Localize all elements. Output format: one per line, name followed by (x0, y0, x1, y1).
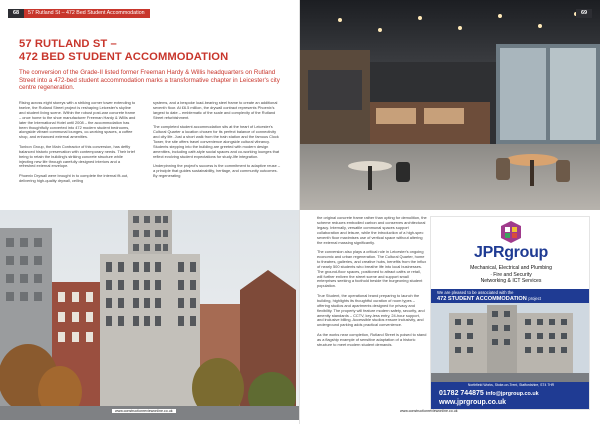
paragraph: systems, and a bespoke load-bearing steel frame to create an additional seventh floor. At £6.5 million, the drywall contract represents Phoenix's largest to date – emblematic of the scale and complexity of the Rutland Street refurbishment. (153, 100, 278, 120)
page-number-right: 69 (576, 9, 592, 18)
ad-banner-suffix: project (528, 295, 541, 301)
ad-banner (431, 289, 590, 303)
jpr-group-advert[interactable] (430, 216, 590, 410)
paragraph: the original concrete frame rather than opting for demolition, the scheme reduces embodied carbon and conserves architectural legacy. Internally, versatile communal spaces support collaboration and leisure, while the introduction of a high-spec seventh floor maximises use of vertical space without altering the external massing significantly. (317, 215, 427, 245)
paragraph: Underpinning the project's success is the commitment to adaptive reuse – a principle that guides sustainability, heritage, and community outcomes. By regenerating (153, 163, 281, 178)
interior-lounge-image (300, 0, 600, 210)
ad-brand-name: JPRgroup (473, 244, 549, 261)
ad-website[interactable]: www.jprgroup.co.uk (439, 399, 507, 406)
ad-address: Northfield Works, Stoke-on-Trent, Staffordshire, ST4 7HR (467, 383, 555, 387)
ad-phone-number[interactable]: 01782 744875 (439, 390, 484, 397)
ad-services (431, 265, 590, 285)
paragraph: The completed student accommodation sits at the heart of Leicester's Cultural Quarter a location chosen for its perfect balance of connectivity and city life. Just a short walk from the train station and the famous Clock Tower, the site offers travel convenience alongside cultural vibrancy. Students stepping into the building are greeted with modern design amenities, including café-style social spaces and co-working lounges that reflect evolving student expectations for study-life integration. (153, 124, 280, 159)
article-title-line2: 472 BED STUDENT ACCOMMODATION (19, 50, 229, 63)
standfirst: The conversion of the Grade-II listed former Freeman Hardy & Willis headquarters on Rutland Street into a 472-bed student accommodation marks a transformative chapter in Leicester's city centre regeneration. (19, 69, 280, 92)
ad-service-network: Networking & ICT Services (480, 278, 542, 285)
ad-service-fire: · Fire and Security (490, 271, 532, 278)
paragraph: Tonbon Group, the Main Contractor of this conversion, has deftly balanced historic preservation with contemporary needs. Their brief being to retain the building's striking concrete structure while injecting new life through carefully designed interiors and a refreshed external envelope. (19, 143, 135, 169)
paragraph: True Student, the operational brand preparing to launch the building, highlights its thoughtful curation of room types – offering studios and apartments designed for privacy and flexibility. The property will feature modern safety, security, and amenity standards – CCTV, key-less entry, 24-hour support, and inclusive billing. Accessible studios ensure inclusivity, and underground parking adds practical convenience. (317, 292, 425, 328)
ad-phone[interactable] (439, 390, 539, 397)
running-header: 57 Rutland St – 472 Bed Student Accommodation (24, 9, 150, 18)
page-number-left: 68 (8, 9, 24, 18)
ad-banner-line1: We are pleased to be associated with the (437, 290, 514, 295)
ad-contact-footer (431, 382, 590, 410)
website-footer-right[interactable]: www.constructionreviewonline.co.uk (400, 409, 458, 413)
website-footer-left[interactable]: www.constructionreviewonline.co.uk (112, 409, 176, 413)
ad-building-photo (431, 303, 590, 383)
paragraph: Phoenix Drywall were brought in to complete the internal fit-out, delivering high-quality drywall, ceiling (19, 172, 129, 183)
body-column-1 (19, 101, 137, 188)
body-column-3 (317, 216, 427, 352)
ad-email[interactable]: info@jprgroup.co.uk (485, 391, 539, 397)
right-page (300, 0, 600, 424)
ad-banner-line2 (437, 296, 541, 302)
ad-service-mep: Mechanical, Electrical and Plumbing (470, 265, 552, 271)
body-column-2 (153, 101, 281, 183)
ad-banner-project: 472 STUDENT ACCOMMODATION (437, 295, 527, 302)
paragraph: As the works near completion, Rutland Street is poised to stand as a flagship example of sensitive adaptation of a historic structure to meet modern student demands. (317, 331, 427, 347)
article-title (19, 38, 249, 63)
paragraph: The conversion also plays a critical role in Leicester's ongoing economic and urban regeneration. The Cultural Quarter, home to theatres, galleries, and creative hubs, benefits from the influx of nearly 500 students who breathe life into local businesses. The ground-floor spaces, positioned to attract cafés or retail, will further enliven the street scene and support small enterprises seeking a foothold beside the burgeoning student population. (317, 249, 427, 289)
paragraph: Rising across eight storeys with a striking corner tower extending to twelve, the Rutland Street project is reshaping Leicester's skyline and student living scene. Within the robust post-war concrete frame – once home to the shoe manufacturer Freeman Hardy & Willis and later the International Hotel until 2008 – the accommodation has been thoughtfully converted into 472 modern student bedrooms, alongside vibrant communal lounges, co-working spaces, a coffee shop, and enhanced external amenities. (19, 100, 136, 140)
article-title-line1: 57 RUTLAND ST – (19, 38, 117, 50)
building-exterior-image (0, 210, 300, 420)
